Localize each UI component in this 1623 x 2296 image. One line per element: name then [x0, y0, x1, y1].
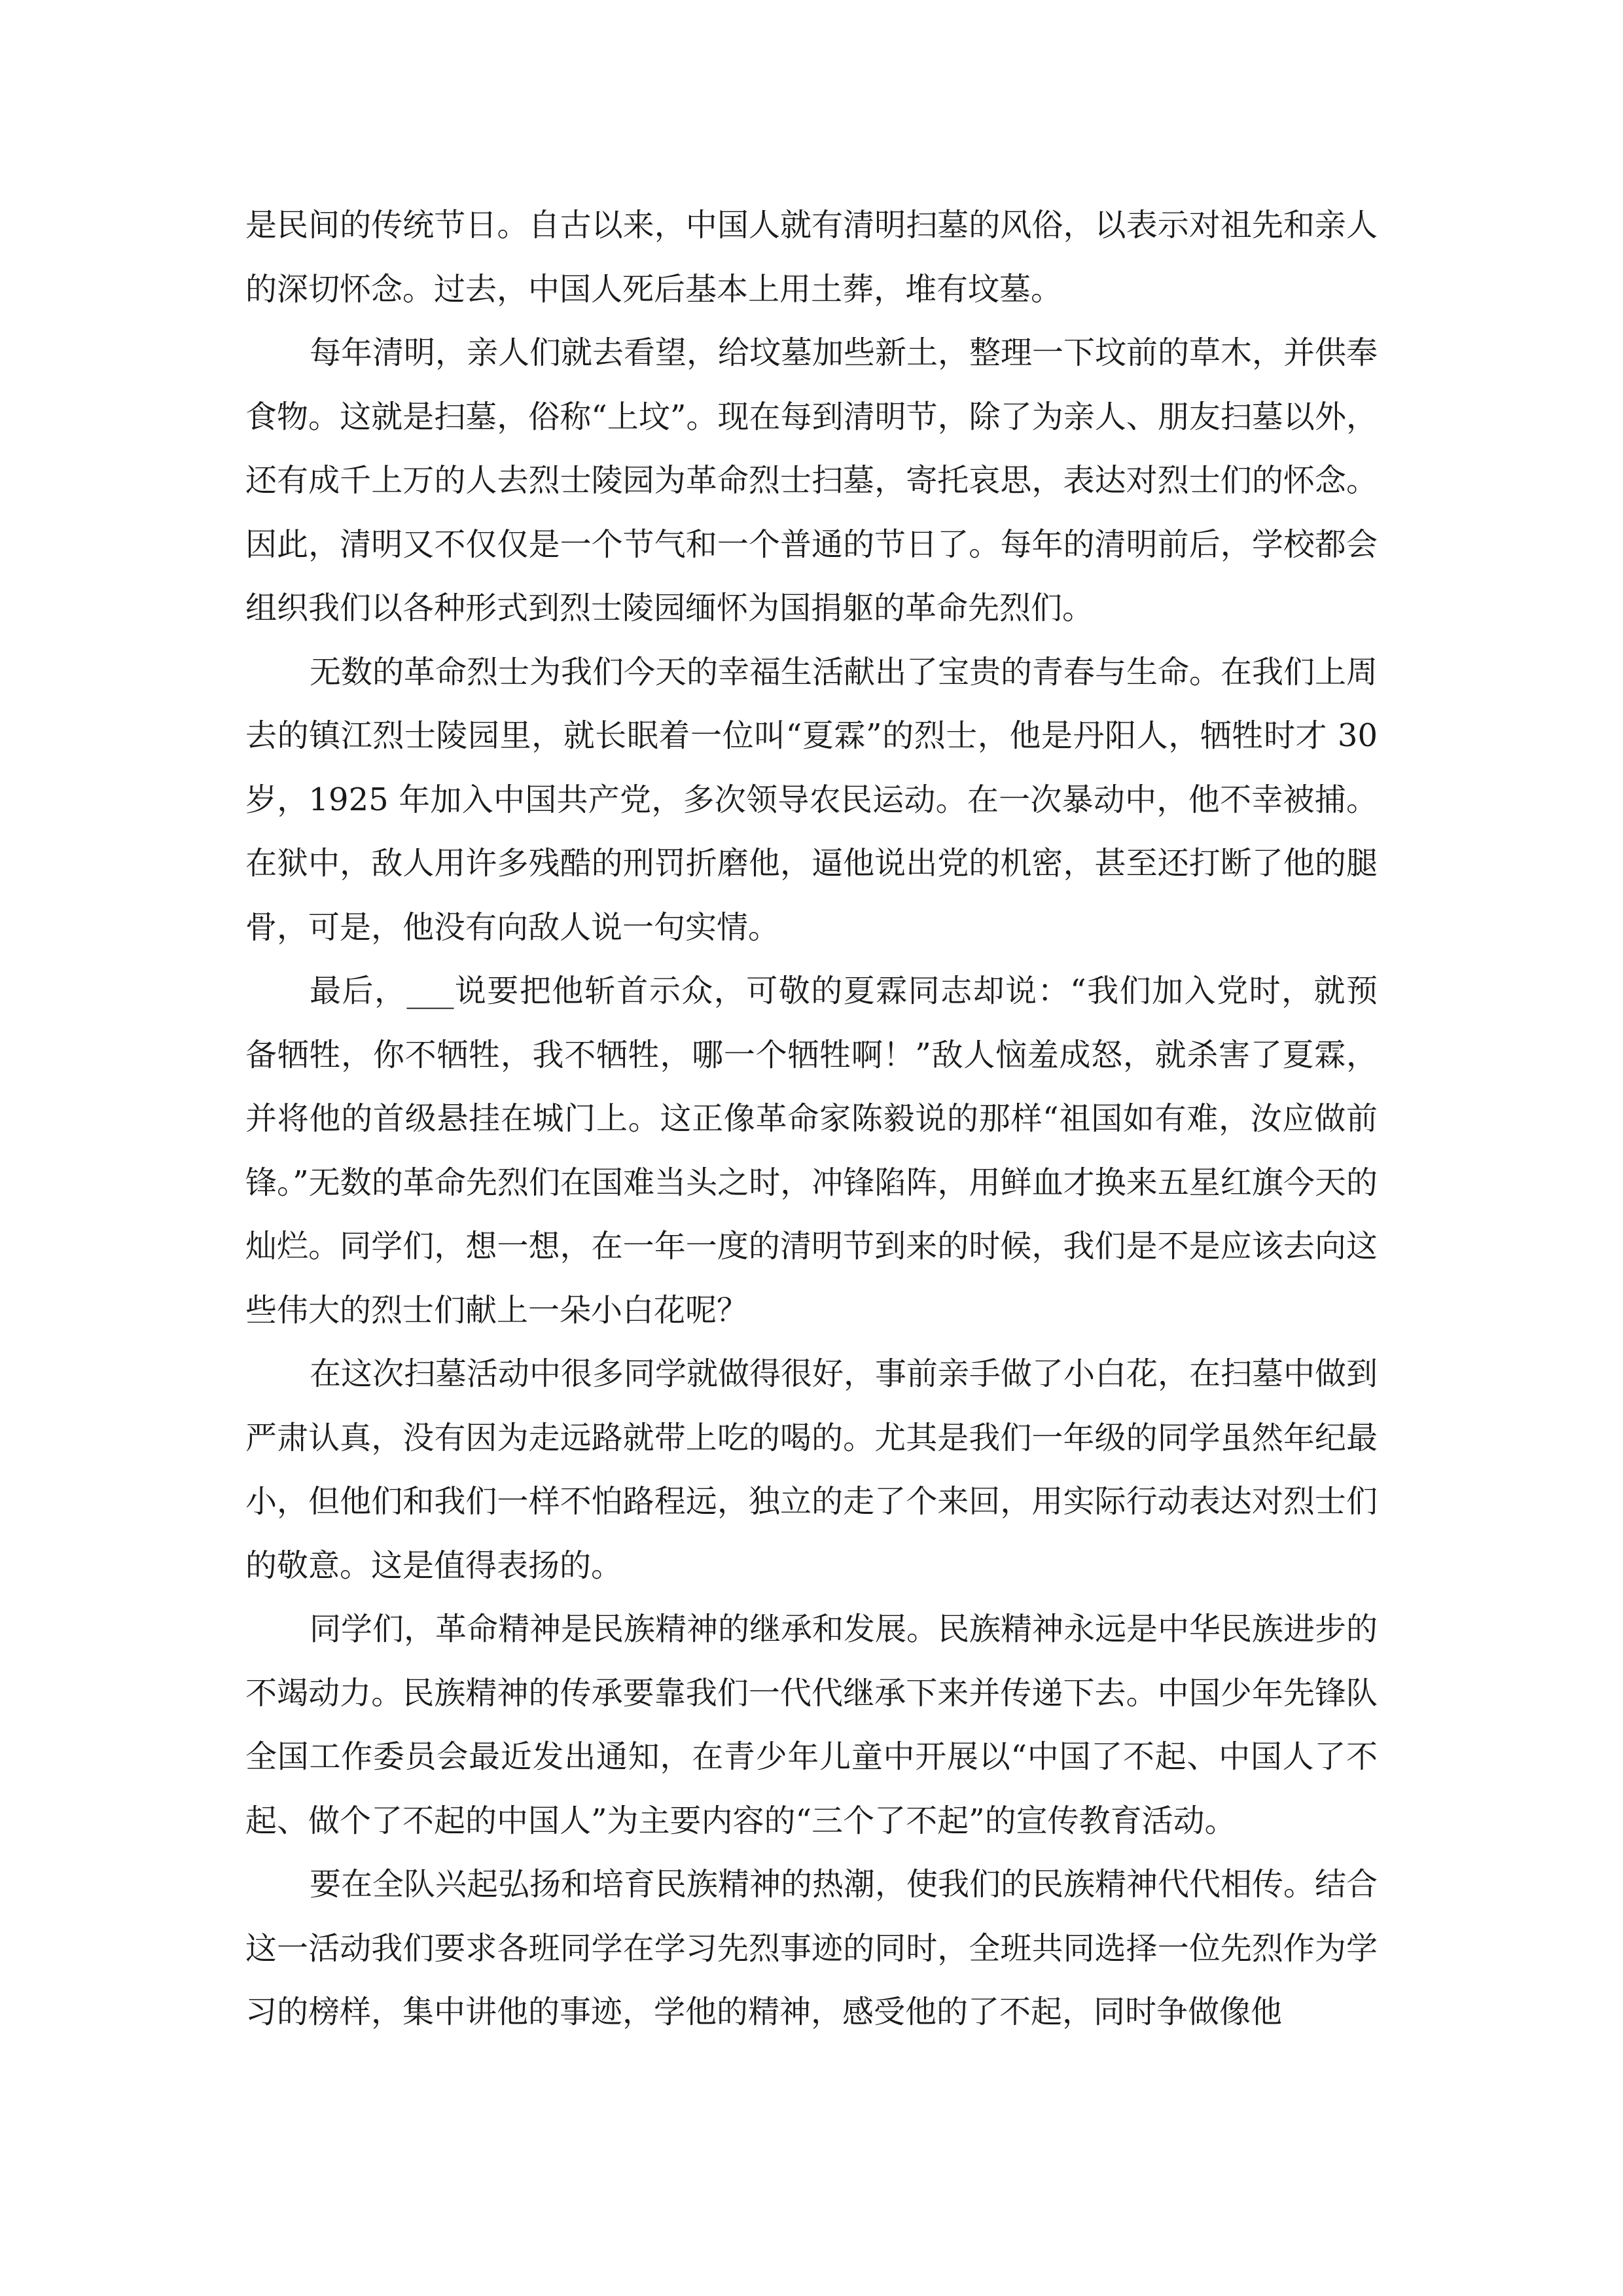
paragraph-1: 是民间的传统节日。自古以来，中国人就有清明扫墓的风俗，以表示对祖先和亲人的深切怀念。过去，中国人死后基本上用土葬，堆有坟墓。 — [245, 207, 1378, 308]
paragraph-2: 每年清明，亲人们就去看望，给坟墓加些新土，整理一下坟前的草木，并供奉食物。这就是扫墓，俗称“上坟”。现在每到清明节，除了为亲人、朋友扫墓以外，还有成千上万的人去烈士陵园为革命烈士扫墓，寄托哀思，表达对烈士们的怀念。因此，清明又不仅仅是一个节气和一个普通的节日了。每年的清明前后，学校都会组织我们以各种形式到烈士陵园缅怀为国捐躯的革命先烈们。 — [245, 334, 1378, 626]
paragraph-4: 最后，___说要把他斩首示众，可敬的夏霖同志却说：“我们加入党时，就预备牺牲，你不牺牲，我不牺牲，哪一个牺牲啊！”敌人恼羞成怒，就杀害了夏霖，并将他的首级悬挂在城门上。这正像革命家陈毅说的那样“祖国如有难，汝应做前锋。”无数的革命先烈们在国难当头之时，冲锋陷阵，用鲜血才换来五星红旗今天的灿烂。同学们，想一想，在一年一度的清明节到来的时候，我们是不是应该去向这些伟大的烈士们献上一朵小白花呢？ — [245, 973, 1378, 1329]
paragraph-5: 在这次扫墓活动中很多同学就做得很好，事前亲手做了小白花，在扫墓中做到严肃认真，没有因为走远路就带上吃的喝的。尤其是我们一年级的同学虽然年纪最小，但他们和我们一样不怕路程远，独立的走了个来回，用实际行动表达对烈士们的敬意。这是值得表扬的。 — [245, 1355, 1378, 1584]
body-text — [245, 194, 1378, 2045]
paragraph-6: 同学们，革命精神是民族精神的继承和发展。民族精神永远是中华民族进步的不竭动力。民族精神的传承要靠我们一代代继承下来并传递下去。中国少年先锋队全国工作委员会最近发出通知，在青少年儿童中开展以“中国了不起、中国人了不起、做个了不起的中国人”为主要内容的“三个了不起”的宣传教育活动。 — [245, 1611, 1378, 1839]
paragraph-7: 要在全队兴起弘扬和培育民族精神的热潮，使我们的民族精神代代相传。结合这一活动我们要求各班同学在学习先烈事迹的同时，全班共同选择一位先烈作为学习的榜样，集中讲他的事迹，学他的精神，感受他的了不起，同时争做像他 — [245, 1866, 1378, 2030]
paragraph-3: 无数的革命烈士为我们今天的幸福生活献出了宝贵的青春与生命。在我们上周去的镇江烈士陵园里，就长眠着一位叫“夏霖”的烈士，他是丹阳人，牺牲时才 30 岁，1925 年加入中国共产党，多次领导农民运动。在一次暴动中，他不幸被捕。在狱中，敌人用许多残酷的刑罚折磨他，逼他说出党的机密，甚至还打断了他的腿骨，可是，他没有向敌人说一句实情。 — [245, 653, 1378, 946]
